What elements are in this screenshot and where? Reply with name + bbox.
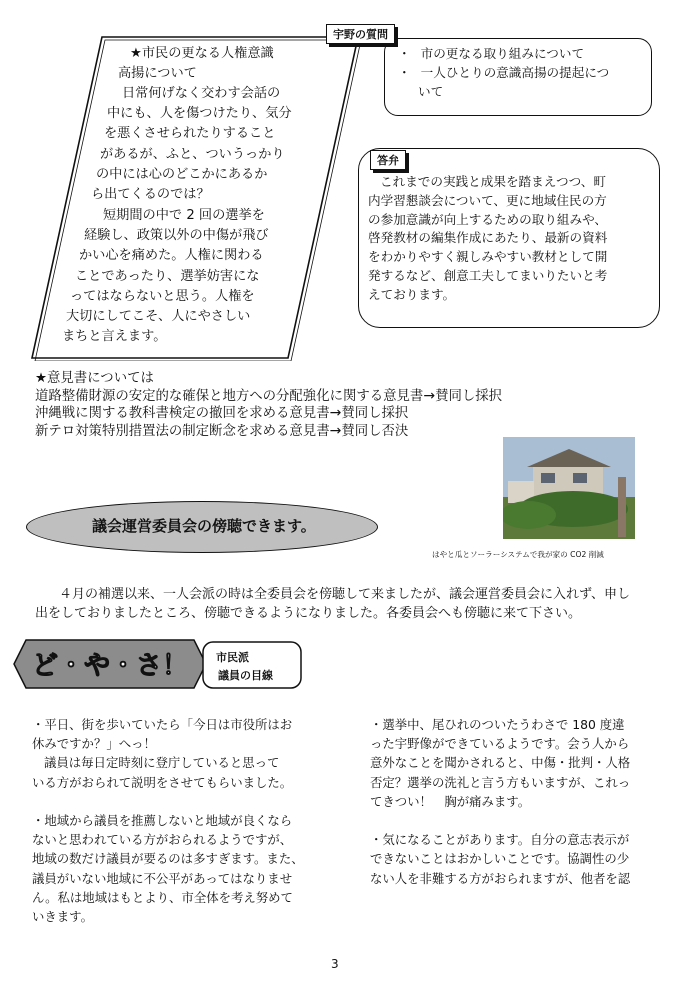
question-item: いて <box>418 84 444 99</box>
right-line: ・気になることがあります。自分の意志表示が <box>370 832 630 848</box>
left-line <box>32 792 304 811</box>
right-column <box>370 715 630 888</box>
doyasa-sub1: 市民派 <box>216 651 249 664</box>
reflection-line: 日常何げなく交わす会話の <box>122 86 281 101</box>
arrow-icon: → <box>423 387 436 404</box>
opinion-result: 賛同し採択 <box>435 388 503 404</box>
answer-line: えております。 <box>368 286 456 302</box>
left-line: 議員がいない地域に不公平があってはなりませ <box>32 870 293 886</box>
answer-text <box>368 173 607 305</box>
reflection-line: があるが、ふと、ついうっかり <box>100 147 285 162</box>
bullet: ・ <box>398 65 411 80</box>
left-line: ・平日、街を歩いていたら「今日は市役所はお <box>32 717 293 732</box>
notice-line: 出をしておりましたところ、傍聴できるようになりました。各委員会へも傍聴に来て下さい。 <box>35 605 582 621</box>
reflection-line: ★市民の更なる人権意識 <box>130 46 274 61</box>
right-line: ・選挙中、尾ひれのついたうわさで 180 度違 <box>370 717 625 732</box>
answer-line: 啓発教材の編集作成にあたり、最新の資料 <box>368 230 608 246</box>
page-number: 3 <box>331 957 339 971</box>
notice <box>35 586 630 623</box>
opinion-text: 新テロ対策特別措置法の制定断念を求める意見書 <box>35 423 330 439</box>
left-line: いきます。 <box>32 909 93 925</box>
arrow-icon: → <box>329 422 342 439</box>
question-list <box>398 44 609 101</box>
answer-line: これまでの実践と成果を踏まえつつ、町 <box>380 174 606 189</box>
reflection-line: ってはならないと思う。人権を <box>70 289 255 304</box>
arrow-icon: → <box>329 405 342 421</box>
opinion-section <box>35 370 502 440</box>
left-column <box>32 715 304 926</box>
reflection-line: 高揚について <box>118 66 197 81</box>
left-line: 議員は毎日定時刻に登庁していると思って <box>44 755 280 771</box>
reflection-line: ことであったり、選挙妨害にな <box>75 269 260 284</box>
opinion-text: 道路整備財源の安定的な確保と地方への分配強化に関する意見書 <box>35 388 424 404</box>
right-line: 意外なことを聞かされると、中傷・批判・人格 <box>370 755 631 771</box>
left-line: ・地域から議員を推薦しないと地域が良くなら <box>32 813 293 828</box>
left-line: いる方がおられて説明をさせてもらいました。 <box>32 774 293 790</box>
answer-tag: 答弁 <box>370 150 406 170</box>
notice-line: ４月の補選以来、一人会派の時は全委員会を傍聴して来ましたが、議会運営委員会に入れず、申し <box>59 587 630 602</box>
doyasa-logo: ど・や・さ！ <box>32 651 189 681</box>
reflection-line: 中にも、人を傷つけたり、気分 <box>107 106 292 121</box>
opinion-heading: ★意見書については <box>35 371 154 386</box>
question-item: 一人ひとりの意識高揚の提起につ <box>420 65 610 80</box>
reflection-line: かい心を痛めた。人権に関わる <box>79 248 264 263</box>
right-line: った宇野像ができているようです。会う人から <box>370 736 630 752</box>
photo-caption: はやと瓜とソーラーシステムで我が家の CO2 削減 <box>432 550 604 559</box>
right-line <box>370 811 630 830</box>
opinion-row <box>35 388 502 406</box>
right-line: 否定？選挙の洗礼と言う方もいますが、これっ <box>370 774 631 790</box>
reflection-line: を悪くさせられたりすること <box>104 126 276 141</box>
question-tag: 宇野の質問 <box>326 24 395 44</box>
right-line: ない人を非難する方がおられますが、他者を認 <box>370 870 631 886</box>
house-photo <box>503 437 635 539</box>
opinion-result: 賛同し否決 <box>341 423 409 439</box>
reflection-line: 大切にしてこそ、人にやさしい <box>66 309 251 324</box>
bullet: ・ <box>398 46 411 61</box>
reflection-line: 短期間の中で 2 回の選挙を <box>103 208 265 223</box>
answer-line: の参加意識が向上するための取り組みや、 <box>368 211 608 227</box>
answer-line: 発するなど、創意工夫してまいりたいと考 <box>368 267 608 283</box>
banner-text: 議会運営委員会の傍聴できます。 <box>92 517 316 535</box>
right-line: できないことはおかしいことです。協調性の少 <box>370 851 630 867</box>
reflection-line: まちと言えます。 <box>62 329 167 344</box>
right-line: てきつい！ 胸が痛みます。 <box>370 793 531 809</box>
left-line: 休みですか？」へっ！ <box>32 736 156 752</box>
doyasa-sub2: 議員の目線 <box>218 669 273 682</box>
reflection-line: の中には心のどこかにあるか <box>96 167 268 182</box>
reflection-line: ら出てくるのでは？ <box>91 187 210 202</box>
answer-line: をわかりやすく親しみやすい教材として開 <box>368 249 608 265</box>
left-line: ん。私は地域はもとより、市全体を考え努めて <box>32 889 293 905</box>
opinion-row <box>35 405 502 423</box>
left-line: ないと思われている方がおられるようですが、 <box>32 832 293 848</box>
opinion-row <box>35 423 502 441</box>
opinion-text: 沖縄戦に関する教科書検定の撤回を求める意見書 <box>35 406 330 421</box>
answer-line: 内学習懇談会について、更に地域住民の方 <box>368 192 607 208</box>
reflection-line: 経験し、政策以外の中傷が飛び <box>84 228 269 243</box>
left-line: 地域の数だけ議員が要るのは多すぎます。また、 <box>32 851 304 867</box>
opinion-result: 賛同し採択 <box>341 406 409 421</box>
question-item: 市の更なる取り組みについて <box>420 46 585 61</box>
